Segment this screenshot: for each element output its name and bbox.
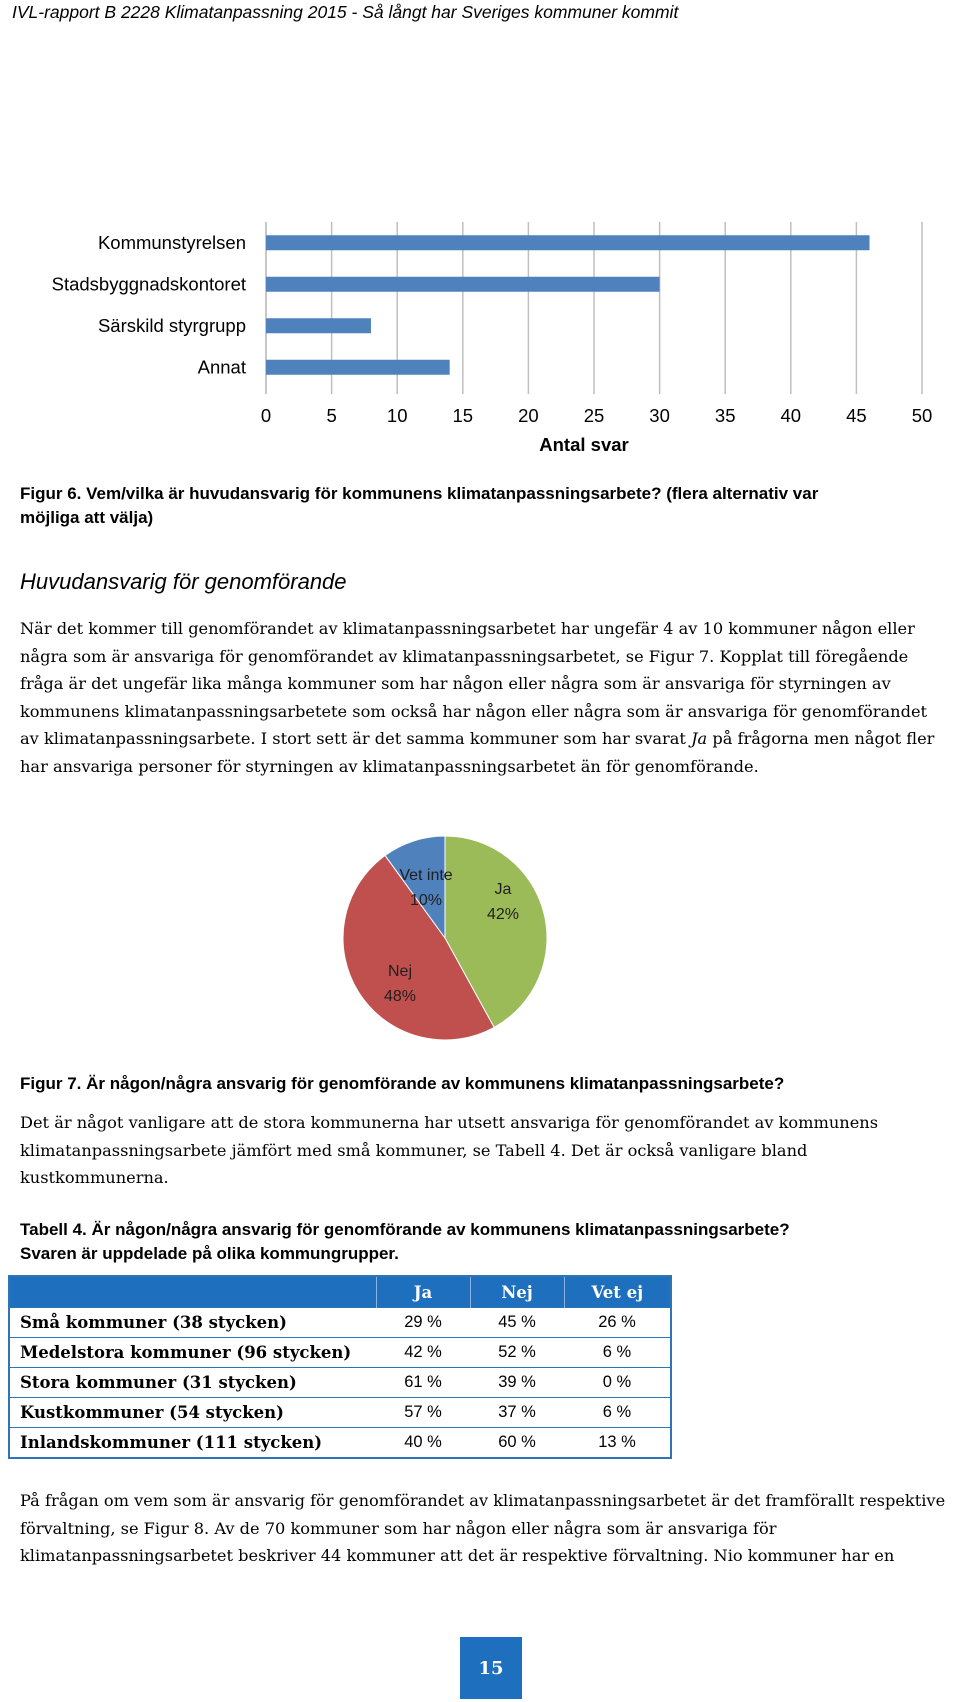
bar <box>266 318 371 333</box>
x-tick-label: 40 <box>780 405 802 426</box>
cell-vet-ej: 6 % <box>564 1338 671 1368</box>
cell-nej: 37 % <box>470 1398 564 1428</box>
table-header-row <box>9 1276 671 1308</box>
row-label: Inlandskommuner (111 stycken) <box>9 1428 376 1459</box>
cell-ja: 42 % <box>376 1338 470 1368</box>
paragraph-administration: På frågan om vem som är ansvarig för genomförandet av klimatanpassningsarbetet är det framförallt respektive förvaltning, se Figur 8. Av de 70 kommuner som har någon eller några som är ansvariga för klimatanpassningsarbetet beskriver 44 kommuner att det är respektive förvaltning. Nio kommuner har en <box>20 1491 946 1566</box>
table-header-ja: Ja <box>376 1276 470 1308</box>
paragraph-groups: Det är något vanligare att de stora kommunerna har utsett ansvariga för genomförandet av kommunens klimatanpassningsarbete jämfört med små kommuner, se Tabell 4. Det är också vanligare bland kustkommunerna. <box>20 1113 879 1188</box>
cell-nej: 52 % <box>470 1338 564 1368</box>
paragraph-text: När det kommer till genomförandet av klimatanpassningsarbetet har ungefär 4 av 10 kommuner någon eller några som är ansvariga för genomförandet av klimatanpassningsarbetet, se Figur 7. Kopplat till föregående fråga är det ungefär lika många kommuner som har någon eller några som är ansvariga för styrningen av kommunens klimatanpassningsarbetete som också har någon eller några som är ansvariga för genomförandet av klimatanpassningsarbete. I stort sett är det samma kommuner som har svarat <box>20 619 928 749</box>
x-tick-label: 45 <box>846 405 867 426</box>
page-number: 15 <box>460 1637 522 1699</box>
paragraph-emphasis: Ja <box>691 729 708 749</box>
x-tick-label: 5 <box>326 405 337 426</box>
x-tick-label: 10 <box>386 405 408 426</box>
cell-ja: 57 % <box>376 1398 470 1428</box>
cell-ja: 29 % <box>376 1308 470 1338</box>
bar <box>266 235 870 250</box>
table-row <box>9 1398 671 1428</box>
category-label: Stadsbyggnadskontoret <box>51 273 246 295</box>
bar <box>266 360 450 375</box>
table-header-blank <box>9 1276 376 1308</box>
cell-vet-ej: 0 % <box>564 1368 671 1398</box>
category-label: Annat <box>197 356 246 378</box>
cell-vet-ej: 6 % <box>564 1398 671 1428</box>
slice-label: Ja <box>494 881 512 898</box>
cell-nej: 39 % <box>470 1368 564 1398</box>
slice-label: Nej <box>387 963 413 980</box>
category-label: Särskild styrgrupp <box>97 314 246 336</box>
section-heading: Huvudansvarig för genomförande <box>20 569 347 594</box>
slice-label: Vet inte <box>399 867 453 884</box>
x-axis-title: Antal svar <box>539 434 629 455</box>
paragraph-implementation <box>20 615 950 781</box>
cell-nej: 45 % <box>470 1308 564 1338</box>
x-tick-label: 35 <box>714 405 736 426</box>
row-label: Medelstora kommuner (96 stycken) <box>9 1338 376 1368</box>
category-label: Kommunstyrelsen <box>97 231 246 253</box>
table-row <box>9 1308 671 1338</box>
bar-chart-responsible <box>0 200 960 470</box>
cell-nej: 60 % <box>470 1428 564 1459</box>
cell-ja: 40 % <box>376 1428 470 1459</box>
table4-caption-line2: Svaren är uppdelade på olika kommungrupper. <box>20 1244 399 1263</box>
row-label: Stora kommuner (31 stycken) <box>9 1368 376 1398</box>
table-row <box>9 1368 671 1398</box>
x-tick-label: 0 <box>260 405 272 426</box>
slice-value-label: 10% <box>409 892 443 909</box>
x-tick-label: 25 <box>583 405 605 426</box>
bar <box>266 277 660 292</box>
table-row <box>9 1338 671 1368</box>
x-tick-label: 30 <box>649 405 670 426</box>
paragraph-text-continued: på frågorna men något fler har ansvariga personer för styrningen av klimatanpassningsarbetet än för genomförande. <box>20 729 935 776</box>
municipality-groups-table <box>8 1275 672 1459</box>
table4-caption-line1: Tabell 4. Är någon/några ansvarig för genomförande av kommunens klimatanpassningsarbete? <box>20 1220 790 1239</box>
cell-vet-ej: 13 % <box>564 1428 671 1459</box>
figure6-caption-line1: Figur 6. Vem/vilka är huvudansvarig för kommunens klimatanpassningsarbete? (flera alternativ var <box>20 484 819 503</box>
cell-vet-ej: 26 % <box>564 1308 671 1338</box>
x-tick-label: 15 <box>452 405 474 426</box>
table-row <box>9 1428 671 1459</box>
figure7-caption: Figur 7. Är någon/några ansvarig för genomförande av kommunens klimatanpassningsarbete? <box>20 1074 785 1093</box>
pie-chart-responsible <box>330 828 570 1048</box>
x-tick-label: 20 <box>518 405 539 426</box>
figure6-caption <box>20 482 950 530</box>
slice-value-label: 42% <box>486 906 520 923</box>
slice-value-label: 48% <box>383 988 417 1005</box>
table-header-vet-ej: Vet ej <box>564 1276 671 1308</box>
row-label: Kustkommuner (54 stycken) <box>9 1398 376 1428</box>
row-label: Små kommuner (38 stycken) <box>9 1308 376 1338</box>
figure6-caption-line2: möjliga att välja) <box>20 508 154 527</box>
table4-caption <box>20 1218 950 1266</box>
cell-ja: 61 % <box>376 1368 470 1398</box>
table-header-nej: Nej <box>470 1276 564 1308</box>
x-tick-label: 50 <box>911 405 933 426</box>
running-header: IVL-rapport B 2228 Klimatanpassning 2015 - Så långt har Sveriges kommuner kommit <box>12 2 679 22</box>
